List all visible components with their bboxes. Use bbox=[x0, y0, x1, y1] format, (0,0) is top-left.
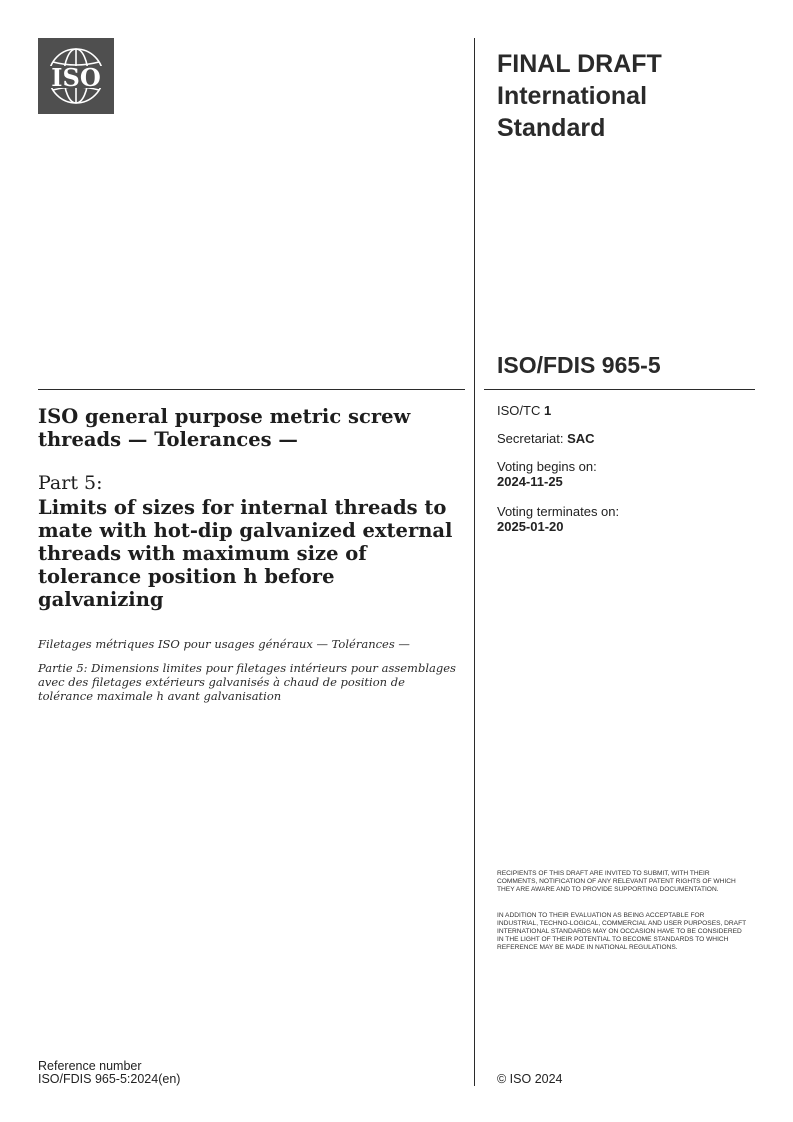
secretariat-label: Secretariat: bbox=[497, 431, 568, 446]
tc-value: 1 bbox=[543, 403, 552, 418]
evaluation-notice: IN ADDITION TO THEIR EVALUATION AS BEING ACCEPTABLE FOR INDUSTRIAL, TECHNO-LOGICAL, COMMERCIAL AND USER PURPOSES, DRAFT INTERNATIONAL STANDARDS MAY ON OCCASION HAVE TO BE CONSIDERED IN THE LIGHT OF THEIR POTENTIAL TO BECOME STANDARDS TO WHICH REFERENCE MAY BE MADE IN NATIONAL REGULATIONS. bbox=[497, 912, 747, 951]
right-rule bbox=[484, 389, 755, 390]
french-main-title: Filetages métriques ISO pour usages généraux — Tolérances — bbox=[38, 637, 410, 651]
voting-terminates-date: 2025-01-20 bbox=[497, 519, 564, 534]
draft-status-heading bbox=[497, 48, 757, 144]
left-rule bbox=[38, 389, 465, 390]
part-title: Limits of sizes for internal threads to mate with hot-dip galvanized external threads with maximum size of tolerance position h before galvanizing bbox=[38, 496, 453, 611]
column-divider bbox=[474, 38, 475, 1086]
tc-label: ISO/TC bbox=[497, 403, 544, 418]
voting-begins-date: 2024-11-25 bbox=[497, 474, 563, 489]
main-title: ISO general purpose metric screw threads — Tolerances — bbox=[38, 405, 411, 451]
secretariat bbox=[497, 431, 595, 446]
voting-terminates-label: Voting terminates on: bbox=[497, 504, 620, 519]
patent-notice: RECIPIENTS OF THIS DRAFT ARE INVITED TO SUBMIT, WITH THEIR COMMENTS, NOTIFICATION OF ANY RELEVANT PATENT RIGHTS OF WHICH THEY ARE AWARE AND TO PROVIDE SUPPORTING DOCUMENTATION. bbox=[497, 870, 736, 893]
reference-number: ISO/FDIS 965-5:2024(en) bbox=[38, 1072, 181, 1086]
voting-begins-label: Voting begins on: bbox=[497, 459, 597, 474]
globe-icon bbox=[38, 38, 114, 114]
french-part-title: Partie 5: Dimensions limites pour filetages intérieurs pour assemblages avec des filetages extérieurs galvanisés à chaud de position de tolérance maximale h avant galvanisation bbox=[38, 661, 456, 703]
iso-logo bbox=[38, 38, 114, 114]
document-number: ISO/FDIS 965-5 bbox=[497, 352, 661, 378]
copyright: © ISO 2024 bbox=[497, 1072, 563, 1086]
technical-committee bbox=[497, 403, 551, 418]
voting-terminates bbox=[497, 504, 619, 534]
heading-line-1: FINAL DRAFT bbox=[497, 50, 662, 78]
secretariat-value: SAC bbox=[567, 431, 595, 446]
logo-text: ISO bbox=[51, 63, 101, 92]
voting-begins bbox=[497, 459, 597, 489]
reference-number-label: Reference number bbox=[38, 1059, 142, 1073]
heading-line-3: Standard bbox=[497, 114, 606, 142]
heading-line-2: International bbox=[497, 82, 648, 110]
part-label: Part 5: bbox=[38, 472, 103, 494]
